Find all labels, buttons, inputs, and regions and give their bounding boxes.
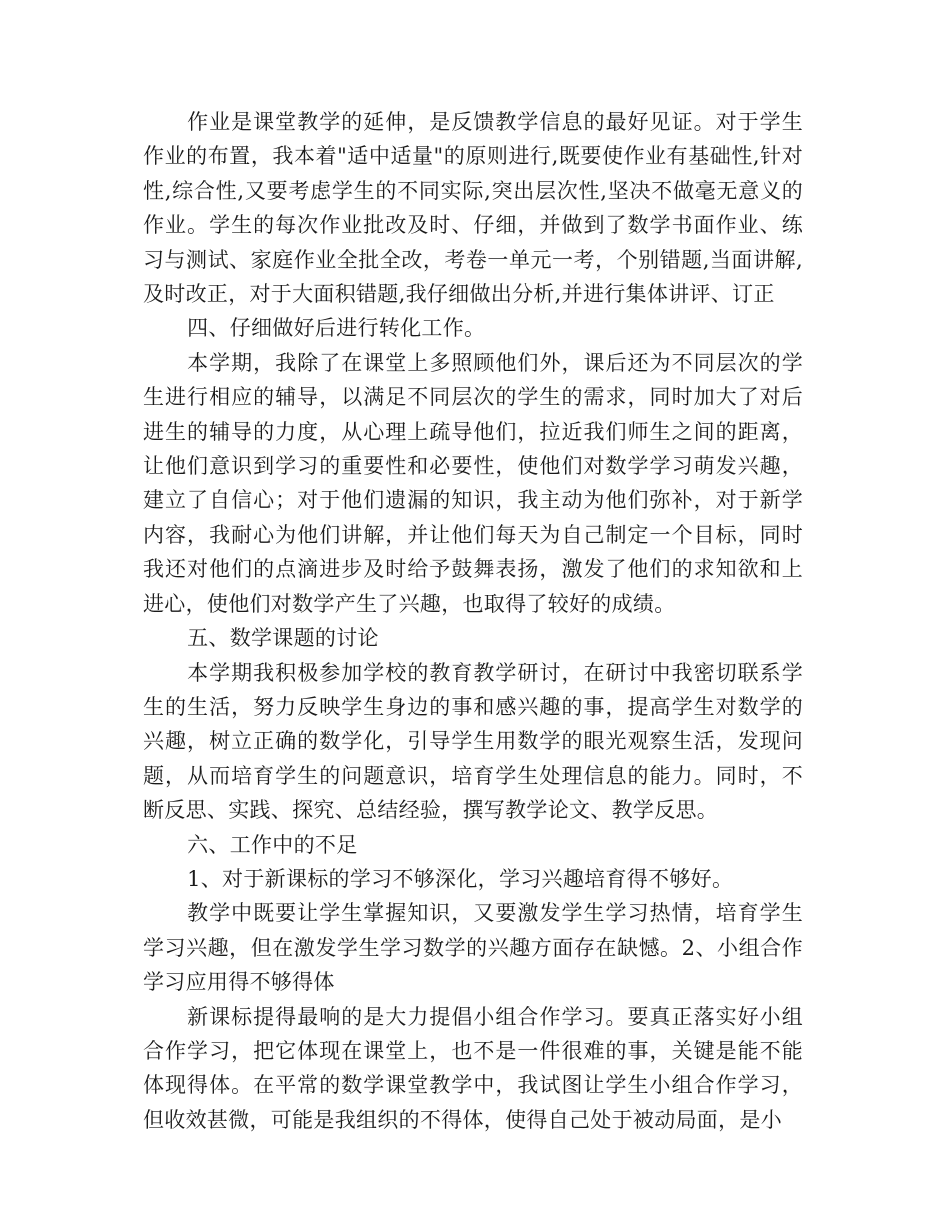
paragraph-homework: 作业是课堂教学的延伸，是反馈教学信息的最好见证。对于学生作业的布置，我本着"适中适量"的原则进行,既要使作业有基础性,针对性,综合性,又要考虑学生的不同实际,突出层次性,坚决不做毫无意义的作业。学生的每次作业批改及时、仔细，并做到了数学书面作业、练习与测试、家庭作业全批全改，考卷一单元一考，个别错题,当面讲解,及时改正，对于大面积错题,我仔细做出分析,并进行集体讲评、订正 [143, 110, 803, 307]
paragraph-tutoring: 本学期，我除了在课堂上多照顾他们外，课后还为不同层次的学生进行相应的辅导，以满足不同层次的学生的需求，同时加大了对后进生的辅导的力度，从心理上疏导他们，拉近我们师生之间的距离，让他们意识到学习的重要性和必要性，使他们对数学学习萌发兴趣，建立了自信心；对于他们遗漏的知识，我主动为他们弥补，对于新学内容，我耐心为他们讲解，并让他们每天为自己制定一个目标，同时我还对他们的点滴进步及时给予鼓舞表扬，激发了他们的求知欲和上进心，使他们对数学产生了兴趣，也取得了较好的成绩。 [143, 350, 803, 616]
heading-section-6: 六、工作中的不足 [187, 832, 358, 857]
list-item-1: 1、对于新课标的学习不够深化，学习兴趣培育得不够好。 [187, 866, 734, 891]
paragraph-group-learning: 新课标提得最响的是大力提倡小组合作学习。要真正落实好小组合作学习，把它体现在课堂上，也不是一件很难的事，关键是能不能体现得体。在平常的数学课堂教学中，我试图让学生小组合作学习，但收效甚微，可能是我组织的不得体，使得自己处于被动局面，是小 [143, 1004, 803, 1132]
paragraph-interest: 教学中既要让学生掌握知识，又要激发学生学习热情，培育学生学习兴趣，但在激发学生学习数学的兴趣方面存在缺憾。2、小组合作学习应用得不够得体 [143, 901, 803, 995]
heading-section-4: 四、仔细做好后进行转化工作。 [187, 316, 486, 341]
paragraph-research: 本学期我积极参加学校的教育教学研讨，在研讨中我密切联系学生的生活，努力反映学生身边的事和感兴趣的事，提高学生对数学的兴趣，树立正确的数学化，引导学生用数学的眼光观察生活，发现问题，从而培育学生的问题意识，培育学生处理信息的能力。同时，不断反思、实践、探究、总结经验，撰写教学论文、教学反思。 [143, 660, 803, 823]
document-body [143, 105, 803, 1137]
heading-section-5: 五、数学课题的讨论 [187, 626, 379, 651]
